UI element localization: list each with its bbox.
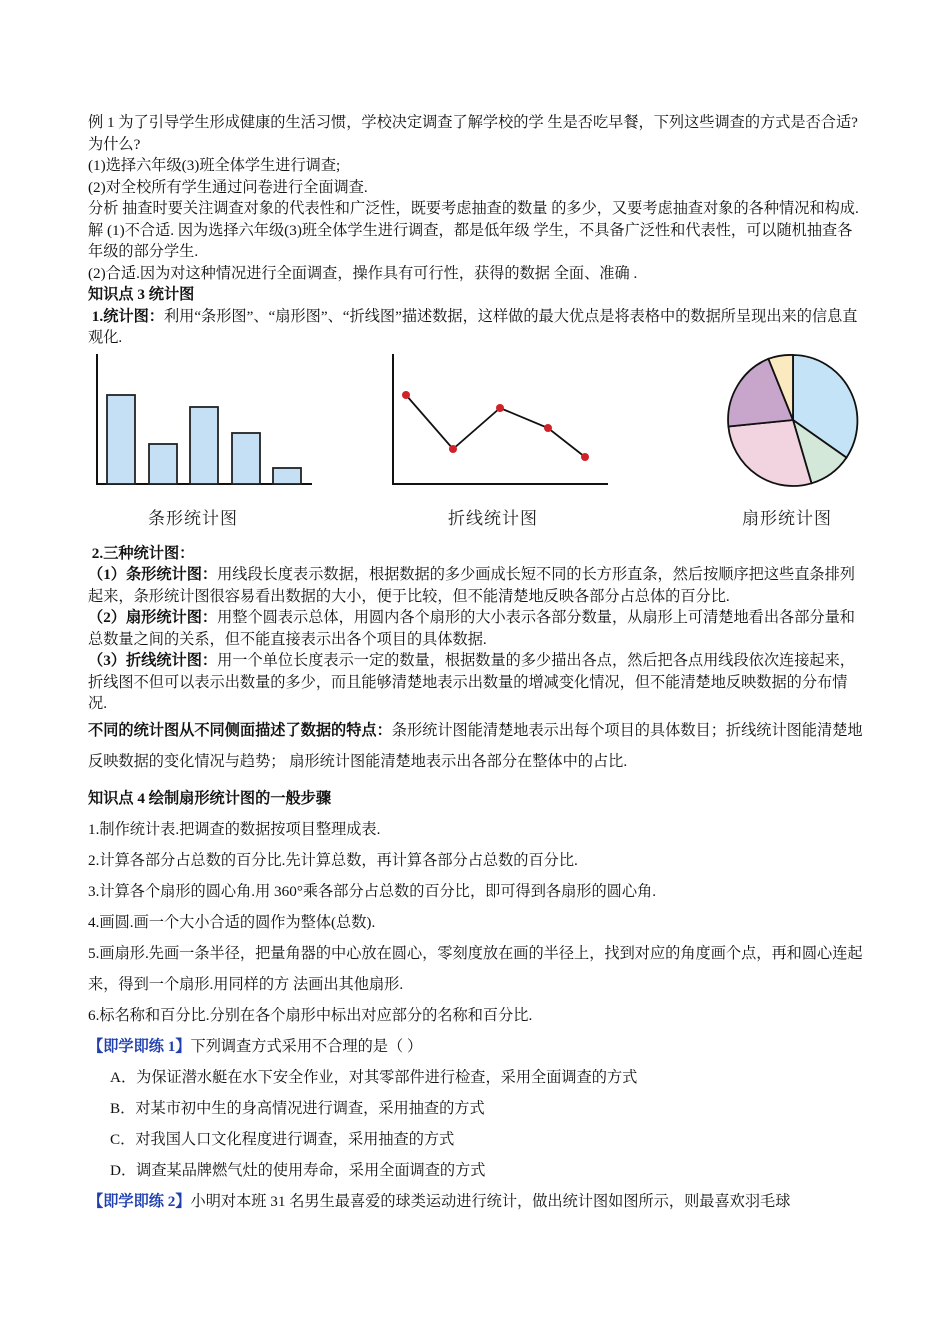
exercise1-option-b: B．对某市初中生的身高情况进行调查，采用抽查的方式 <box>110 1099 485 1117</box>
example1-question: 例 1 为了引导学生形成健康的生活习惯，学校决定调查了解学校的学 生是否吃早餐，下列这些调查的方式是否合适?为什么? <box>88 114 858 153</box>
kp4-section <box>88 783 864 1031</box>
kp3-summary <box>88 715 864 777</box>
pie-chart-caption: 扇形统计图 <box>742 508 832 529</box>
kp4-step-5: 5.画扇形.先画一条半径，把量角器的中心放在圆心，零刻度放在画的半径上，找到对应的角度画个点，再和圆心连起来，得到一个扇形.用同样的方 法画出其他扇形. <box>88 944 863 993</box>
kp3-p1 <box>88 306 864 349</box>
bar-chart-caption: 条形统计图 <box>148 508 238 529</box>
line-chart-caption: 折线统计图 <box>448 508 538 529</box>
kp3-summary-text: 条形统计图能清楚地表示出每个项目的具体数目；折线统计图能清楚地反映数据的变化情况与趋势； 扇形统计图能清楚地表示出各部分在整体中的占比. <box>88 721 863 770</box>
exercise1-option-a: A．为保证潜水艇在水下安全作业，对其零部件进行检查，采用全面调查的方式 <box>110 1068 638 1086</box>
line-chart <box>388 351 610 489</box>
exercise1 <box>88 1031 864 1062</box>
chart-type-bar-text: 用线段长度表示数据，根据数据的多少画成长短不同的长方形直条，然后按顺序把这些直条排列起来，条形统计图很容易看出数据的大小，便于比较，但不能清楚地反映各部分占总体的百分比. <box>88 566 855 605</box>
pie-chart <box>724 351 864 489</box>
exercise1-tag: 【即学即练 1】 <box>88 1037 191 1055</box>
chart-type-line-text: 用一个单位长度表示一定的数量，根据数量的多少描出各点，然后把各点用线段依次连接起来，折线图不但可以表示出数量的多少，而且能够清楚地表示出数量的增减变化情况，但不能清楚地反映数据的分布情况. <box>88 652 855 712</box>
kp4-step-1: 1.制作统计表.把调查的数据按项目整理成表. <box>88 820 381 838</box>
chart-type-pie-label: （2）扇形统计图： <box>88 609 218 626</box>
chart-type-bar-label: （1）条形统计图： <box>88 566 218 583</box>
chart-type-bar <box>88 564 864 607</box>
kp3-p2-label-text: 2.三种统计图： <box>91 544 195 562</box>
chart-type-pie <box>88 607 864 650</box>
kp4-step-2: 2.计算各部分占总数的百分比.先计算总数，再计算各部分占总数的百分比. <box>88 851 578 869</box>
chart-type-pie-text: 用整个圆表示总体，用圆内各个扇形的大小表示各部分数量，从扇形上可清楚地看出各部分量和总数量之间的关系，但不能直接表示出各个项目的具体数据. <box>88 609 855 648</box>
example1-solution-1: 解 (1)不合适. 因为选择六年级(3)班全体学生进行调查，都是低年级 学生，不具备广泛性和代表性，可以随机抽查各年级的部分学生. <box>88 221 853 260</box>
bar-chart <box>92 351 314 489</box>
exercise2 <box>88 1186 864 1217</box>
example1-solution-2: (2)合适.因为对这种情况进行全面调查，操作具有可行性，获得的数据 全面、准确 . <box>88 264 638 282</box>
exercise2-tag: 【即学即练 2】 <box>88 1192 191 1210</box>
exercise1-question: 下列调查方式采用不合理的是（ ） <box>190 1037 423 1055</box>
kp4-step-6: 6.标名称和百分比.分别在各个扇形中标出对应部分的名称和百分比. <box>88 1006 533 1024</box>
kp4-heading: 知识点 4 绘制扇形统计图的一般步骤 <box>88 789 331 807</box>
chart-type-line-label: （3）折线统计图： <box>88 652 218 669</box>
kp4-step-3: 3.计算各个扇形的圆心角.用 360°乘各部分占总数的百分比，即可得到各扇形的圆心角. <box>88 882 657 900</box>
kp3-heading: 知识点 3 统计图 <box>88 286 195 303</box>
chart-figures <box>88 351 864 541</box>
example1-item-2: (2)对全校所有学生通过问卷进行全面调查. <box>88 178 368 196</box>
exercise2-question: 小明对本班 31 名男生最喜爱的球类运动进行统计，做出统计图如图所示，则最喜欢羽毛球 <box>190 1192 791 1210</box>
exercise1-option-c: C．对我国人口文化程度进行调查，采用抽查的方式 <box>110 1130 455 1148</box>
document-page <box>88 112 864 1217</box>
chart-type-line <box>88 650 864 715</box>
kp3-summary-label: 不同的统计图从不同侧面描述了数据的特点： <box>88 721 392 739</box>
kp3-p2-label <box>88 543 864 565</box>
example1-analysis: 分析 抽查时要关注调查对象的代表性和广泛性，既要考虑抽查的数量 的多少，又要考虑抽查对象的各种情况和构成. <box>88 200 859 217</box>
kp4-step-4: 4.画圆.画一个大小合适的圆作为整体(总数). <box>88 913 376 931</box>
kp3-p1-label: 1.统计图： <box>91 307 164 325</box>
exercise1-option-d: D．调查某品牌燃气灶的使用寿命，采用全面调查的方式 <box>110 1161 486 1179</box>
kp3-p1-text: 利用“条形图”、“扇形图”、“折线图”描述数据，这样做的最大优点是将表格中的数据所呈现出来的信息直观化. <box>88 307 858 346</box>
example1-item-1: (1)选择六年级(3)班全体学生进行调查; <box>88 157 341 174</box>
